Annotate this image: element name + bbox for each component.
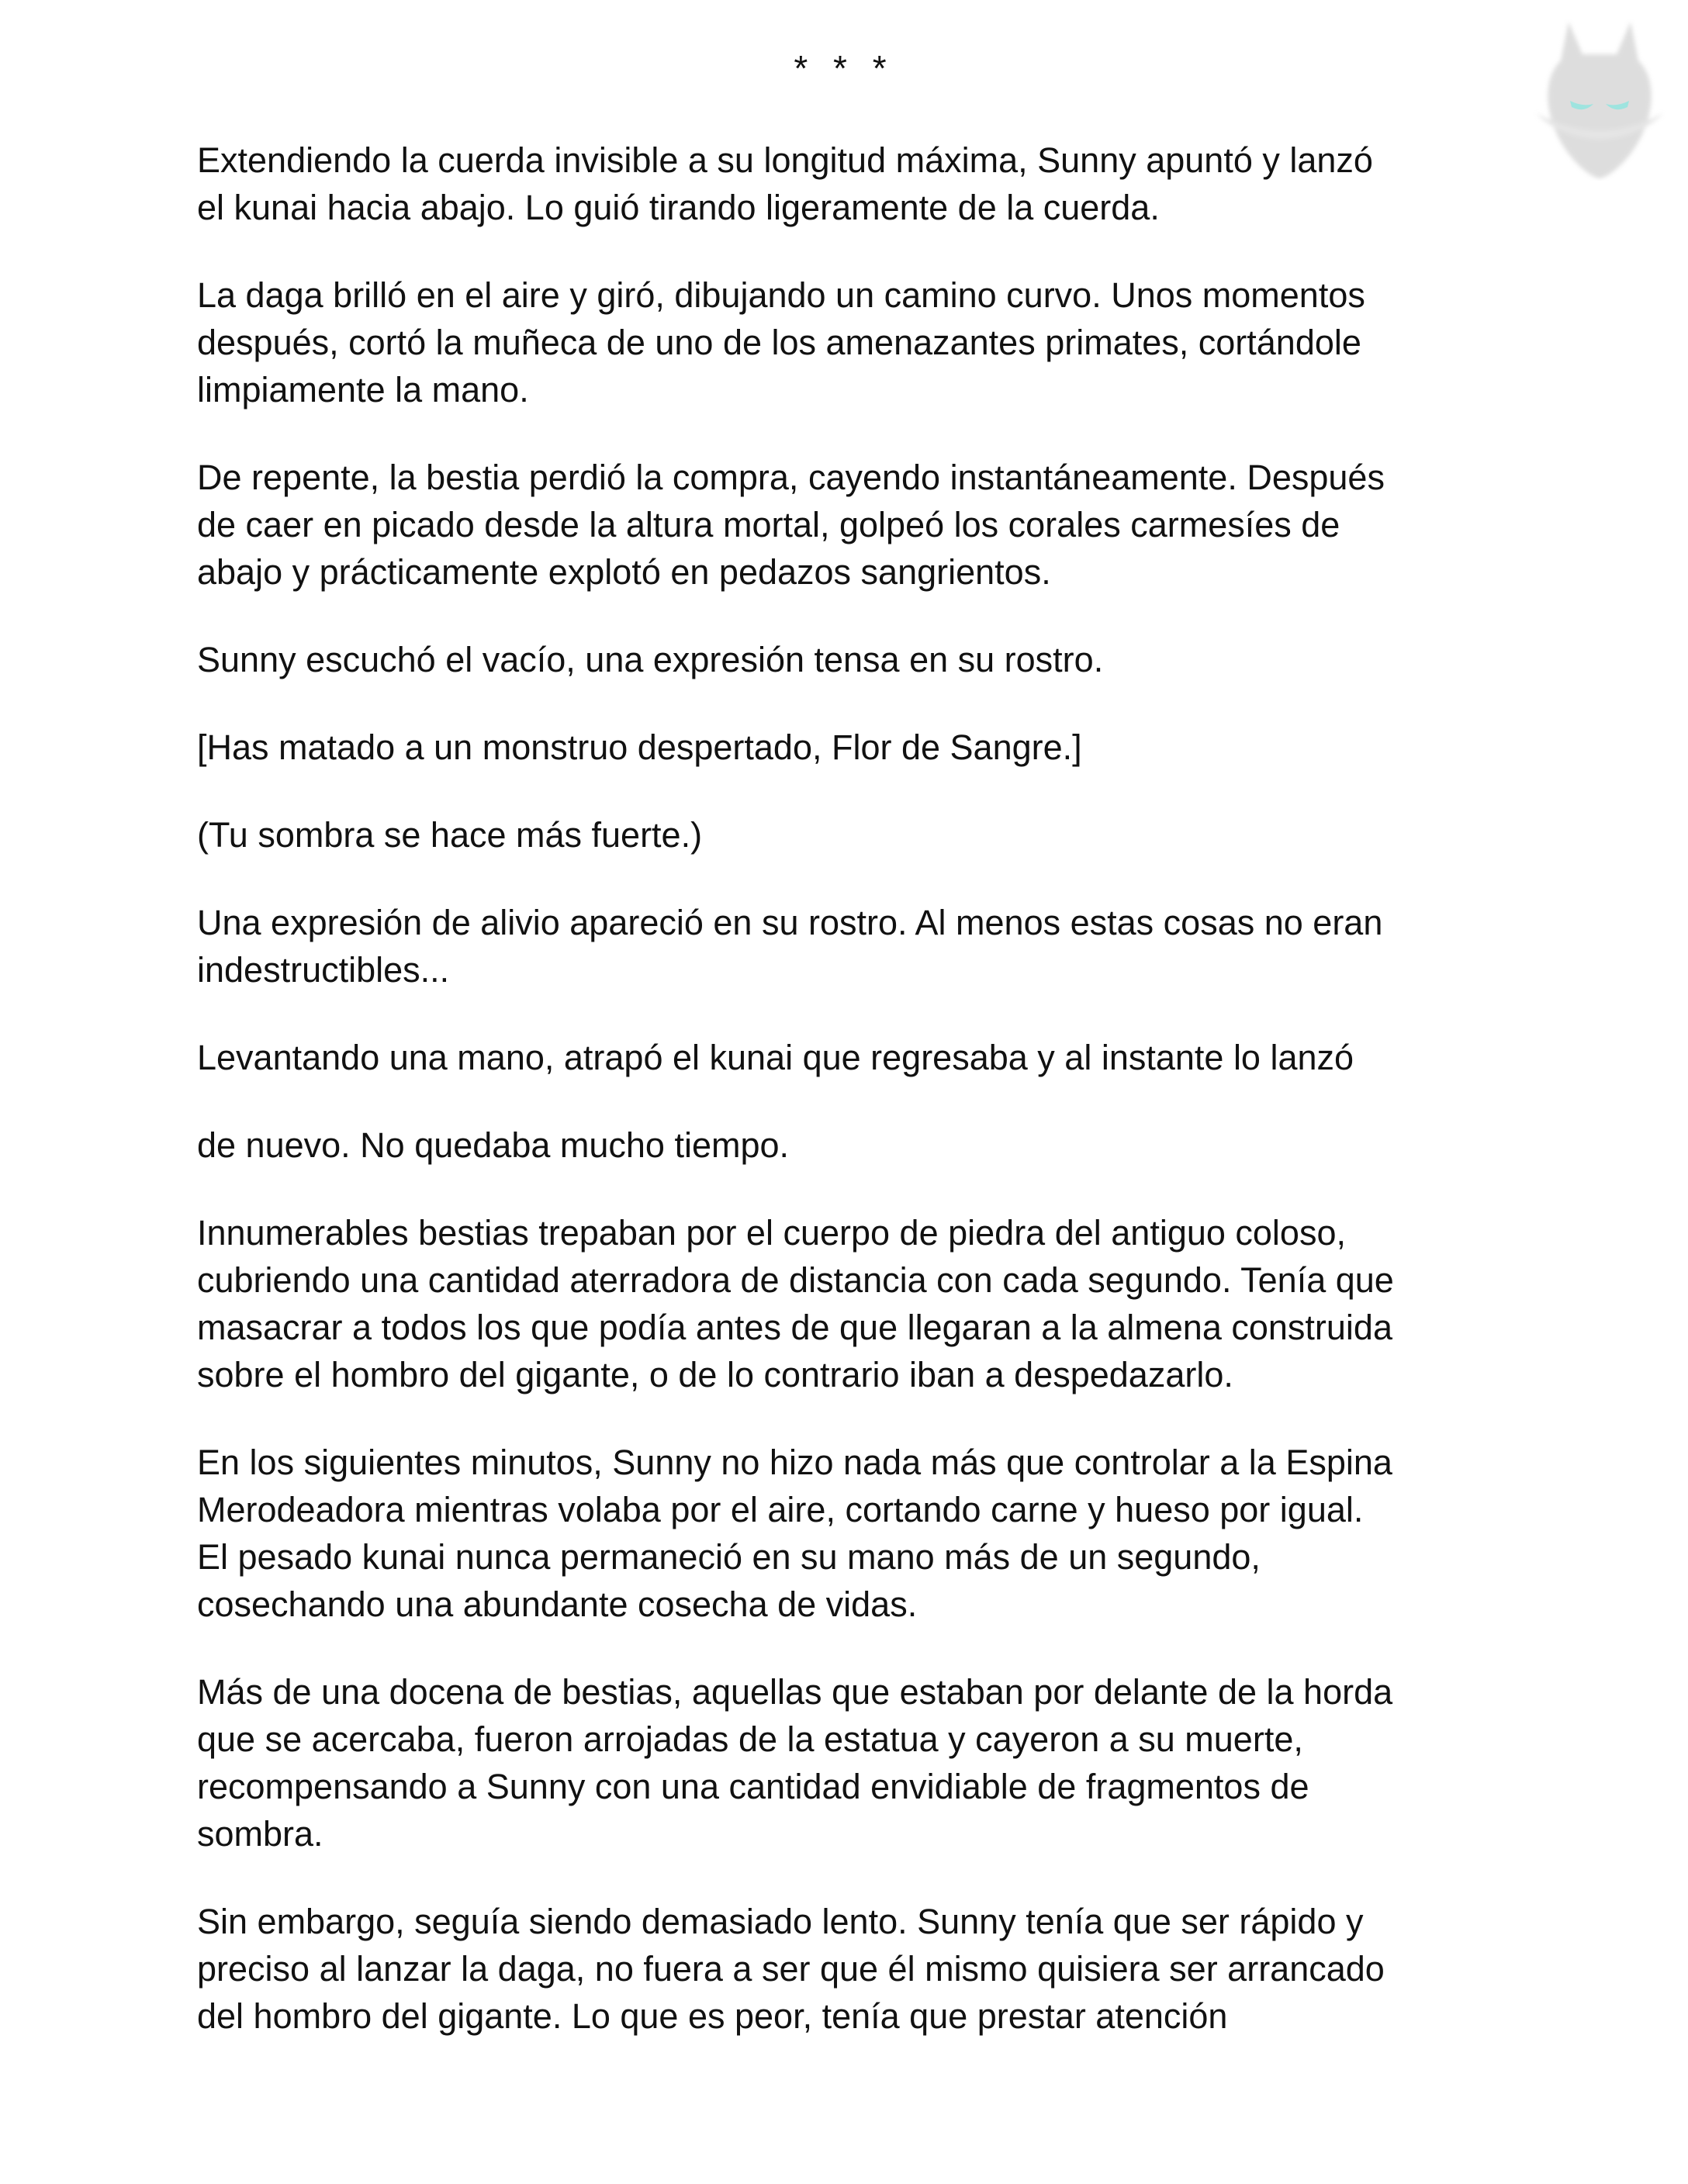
paragraph: (Tu sombra se hace más fuerte.) bbox=[197, 815, 703, 855]
paragraph: Sin embargo, seguía siendo demasiado lento. Sunny tenía que ser rápido y preciso al lanzar la daga, no fuera a ser que él mismo quisiera ser arrancado del hombro del gigante. Lo que es peor, tenía que prestar atención bbox=[197, 1902, 1385, 2036]
demon-head-watermark-icon bbox=[1522, 14, 1677, 181]
paragraph: La daga brilló en el aire y giró, dibujando un camino curvo. Unos momentos después, cortó la muñeca de uno de los amenazantes primates, cortándole limpiamente la mano. bbox=[197, 275, 1365, 410]
paragraph: De repente, la bestia perdió la compra, cayendo instantáneamente. Después de caer en picado desde la altura mortal, golpeó los corales carmesíes de abajo y prácticamente explotó en pedazos sangrientos. bbox=[197, 458, 1385, 592]
paragraph: Sunny escuchó el vacío, una expresión tensa en su rostro. bbox=[197, 640, 1104, 679]
paragraph: Más de una docena de bestias, aquellas que estaban por delante de la horda que se acercaba, fueron arrojadas de la estatua y cayeron a su muerte, recompensando a Sunny con una cantidad envidiable de fragmentos de sombra. bbox=[197, 1672, 1393, 1854]
paragraph: Una expresión de alivio apareció en su rostro. Al menos estas cosas no eran indestructibles... bbox=[197, 903, 1383, 990]
paragraph: Extendiendo la cuerda invisible a su longitud máxima, Sunny apuntó y lanzó el kunai hacia abajo. Lo guió tirando ligeramente de la cuerda. bbox=[197, 140, 1373, 227]
paragraph: [Has matado a un monstruo despertado, Flor de Sangre.] bbox=[197, 727, 1082, 767]
paragraph: Innumerables bestias trepaban por el cuerpo de piedra del antiguo coloso, cubriendo una cantidad aterradora de distancia con cada segundo. Tenía que masacrar a todos los que podía antes de que llegaran a la almena construida sobre el hombro del gigante, o de lo contrario iban a despedazarlo. bbox=[197, 1213, 1394, 1394]
paragraph: En los siguientes minutos, Sunny no hizo nada más que controlar a la Espina Merodeadora mientras volaba por el aire, cortando carne y hueso por igual. El pesado kunai nunca permaneció en su mano más de un segundo, cosechando una abundante cosecha de vidas. bbox=[197, 1443, 1392, 1624]
paragraph: Levantando una mano, atrapó el kunai que regresaba y al instante lo lanzó bbox=[197, 1038, 1354, 1077]
section-separator: * * * bbox=[794, 48, 894, 88]
chapter-text bbox=[197, 136, 1524, 2080]
paragraph: de nuevo. No quedaba mucho tiempo. bbox=[197, 1125, 790, 1165]
